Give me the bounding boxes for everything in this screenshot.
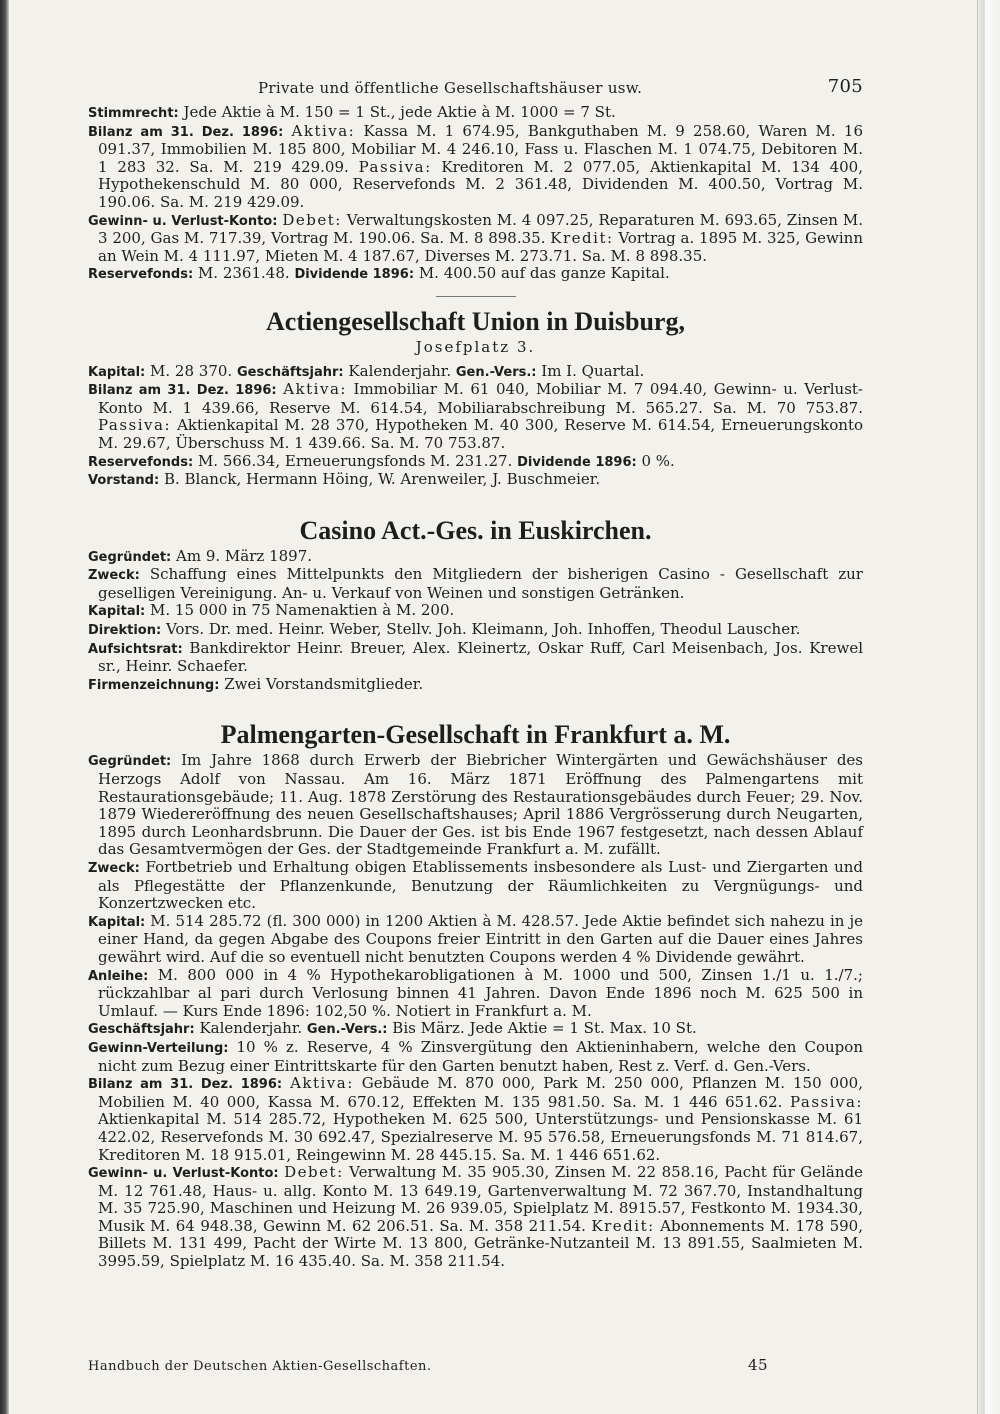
gewinn-verteilung-entry bbox=[88, 1039, 863, 1075]
direktion-entry bbox=[88, 621, 863, 640]
company-title: Casino Act.-Ges. in Euskirchen. bbox=[299, 515, 652, 545]
gen-vers-text: Bis März. Jede Aktie = 1 St. Max. 10 St. bbox=[392, 1019, 697, 1038]
gegruendet-text: Im Jahre 1868 durch Erwerb der Biebricher Wintergärten und Gewächshäuser des Herzogs Adolf von Nassau. Am 16. März 1871 Eröffnung des Palmengartens mit Restaurationsgebäude; 11. Aug. 1878 Zerstörung des Restaurationsgebäudes durch Feuer; 29. Nov. 1879 Wiedereröffnung des neuen Gesellschaftshauses; April 1886 Vergrösserung durch Neugarten, 1895 durch Leonhardsbrunn. Die Dauer der Ges. ist bis Ende 1967 festgesetzt, nach dessen Ablauf das Gesamtvermögen der Ges. der Stadtgemeinde Frankfurt a. M. zufällt. bbox=[98, 751, 863, 859]
document-page bbox=[88, 70, 864, 1374]
dividende-text: M. 400.50 auf das ganze Kapital. bbox=[418, 264, 670, 283]
gen-vers-text: Im I. Quartal. bbox=[541, 361, 645, 380]
vorstand-label: Vorstand: bbox=[88, 473, 160, 489]
guv-label: Gewinn- u. Verlust-Konto: bbox=[88, 1166, 279, 1182]
spacer bbox=[88, 694, 863, 712]
reserve-text: M. 566.34, Erneuerungsfonds M. 231.27. bbox=[197, 451, 513, 470]
direktion-text: Vors. Dr. med. Heinr. Weber, Stellv. Joh. Kleimann, Joh. Inhoffen, Theodul Lauscher. bbox=[165, 620, 801, 639]
geschaeftsjahr-entry bbox=[88, 1020, 863, 1039]
anleihe-entry bbox=[88, 967, 863, 1021]
kredit-label: Kredit: bbox=[550, 229, 614, 248]
top-section bbox=[88, 104, 863, 284]
passiva-text: Kreditoren M. 2 077.05, Aktienkapital M. 134 400, Hypothekenschuld M. 80 000, Reservefonds M. 2 361.48, Dividenden M. 400.50, Vortrag M. 190.06. Sa. M. 219 429.09. bbox=[98, 157, 863, 211]
aktiva-label: Aktiva: bbox=[291, 121, 356, 140]
debet-label: Debet: bbox=[282, 210, 342, 229]
reserve-label: Reservefonds: bbox=[88, 267, 194, 283]
bilanz-label: Bilanz am 31. Dez. 1896: bbox=[88, 124, 284, 140]
guv-entry bbox=[88, 212, 863, 266]
dividende-label: Dividende 1896: bbox=[294, 267, 415, 283]
guv-label: Gewinn- u. Verlust-Konto: bbox=[88, 213, 278, 229]
aufsichtsrat-text: Bankdirektor Heinr. Breuer, Alex. Kleinertz, Oskar Ruff, Carl Meisenbach, Jos. Krewel sr., Heinr. Schaefer. bbox=[98, 638, 863, 676]
vorstand-text: B. Blanck, Hermann Höing, W. Arenweiler, J. Buschmeier. bbox=[163, 470, 601, 489]
stimmrecht-entry bbox=[88, 104, 863, 123]
geschaeftsjahr-label: Geschäftsjahr: bbox=[236, 364, 344, 380]
vorstand-entry bbox=[88, 471, 863, 490]
page-number: 705 bbox=[827, 76, 863, 97]
direktion-label: Direktion: bbox=[88, 623, 162, 639]
stimmrecht-label: Stimmrecht: bbox=[88, 106, 179, 121]
zweck-label: Zweck: bbox=[88, 568, 140, 584]
reserve-dividende-entry bbox=[88, 453, 863, 472]
footer-title: Handbuch der Deutschen Aktien-Gesellschaften. bbox=[88, 1359, 432, 1374]
debet-label: Debet: bbox=[284, 1163, 344, 1182]
aktiva-label: Aktiva: bbox=[283, 380, 347, 399]
gegruendet-label: Gegründet: bbox=[88, 754, 172, 770]
aktiva-text: Immobiliar M. 61 040, Mobiliar M. 7 094.40, Gewinn- u. Verlust-Konto M. 1 439.66, Reserve M. 614.54, Mobiliarabschreibung M. 565.27. Sa. M. 70 753.87. bbox=[98, 380, 863, 417]
gegruendet-text: Am 9. März 1897. bbox=[176, 546, 313, 565]
kapital-text: M. 15 000 in 75 Namenaktien à M. 200. bbox=[150, 601, 455, 620]
reserve-text: M. 2361.48. bbox=[197, 264, 290, 283]
company-palmengarten bbox=[88, 720, 863, 1270]
debet-text: Verwaltung M. 35 905.30, Zinsen M. 22 858.16, Pacht für Gelände M. 12 761.48, Haus- u. allg. Konto M. 13 649.19, Gartenverwaltung M. 72 367.70, Instandhaltung M. 35 725.90, Maschinen und Heizung M. 26 939.05, Spielplatz M. 8915.57, Festkonto M. 1934.30, Musik M. 64 948.38, Gewinn M. 62 206.51. Sa. M. 358 211.54. bbox=[98, 1163, 863, 1235]
aktiva-text: Gebäude M. 870 000, Park M. 250 000, Pflanzen M. 150 000, Mobilien M. 40 000, Kassa M. 670.12, Effekten M. 135 981.50. Sa. M. 1 446 651.62. bbox=[98, 1074, 863, 1111]
company-title: Palmengarten-Gesellschaft in Frankfurt a. M. bbox=[220, 720, 731, 750]
reserve-label: Reservefonds: bbox=[88, 454, 194, 470]
kredit-text: Abonnements M. 178 590, Billets M. 131 499, Pacht der Wirte M. 13 800, Getränke-Nutzanteil M. 13 891.55, Saalmieten M. 3995.59, Spielplatz M. 16 435.40. Sa. M. 358 211.54. bbox=[98, 1216, 863, 1271]
dividende-text: 0 %. bbox=[641, 451, 675, 470]
debet-text: Verwaltungskosten M. 4 097.25, Reparaturen M. 693.65, Zinsen M. 3 200, Gas M. 717.39, Vortrag M. 190.06. Sa. M. 8 898.35. bbox=[98, 210, 863, 248]
zweck-entry bbox=[88, 859, 863, 913]
kapital-entry bbox=[88, 602, 863, 621]
passiva-text: Aktienkapital M. 28 370, Hypotheken M. 40 300, Reserve M. 614.54, Erneuerungskonto M. 29.67, Überschuss M. 1 439.66. Sa. M. 70 753.87. bbox=[98, 416, 863, 452]
bilanz-entry bbox=[88, 381, 863, 452]
aufsichtsrat-entry bbox=[88, 640, 863, 676]
company-address: Josefplatz 3. bbox=[415, 337, 536, 356]
company-union bbox=[88, 307, 863, 490]
passiva-label: Passiva: bbox=[789, 1092, 863, 1111]
company-casino bbox=[88, 516, 863, 695]
guv-entry bbox=[88, 1164, 863, 1271]
zweck-label: Zweck: bbox=[88, 861, 140, 876]
company-title: Actiengesellschaft Union in Duisburg, bbox=[266, 306, 685, 336]
scan-edge-right bbox=[977, 0, 1000, 1414]
firmenzeichnung-label: Firmenzeichnung: bbox=[88, 677, 220, 693]
anleihe-text: M. 800 000 in 4 % Hypothekarobligationen à M. 1000 und 500, Zinsen 1./1 u. 1./7.; rückzahlbar al pari durch Verlosung binnen 41 Jahren. Davon Ende 1896 noch M. 625 500 in Umlauf. — Kurs Ende 1896: 102,50 %. Notiert in Frankfurt a. M. bbox=[98, 965, 863, 1020]
running-head bbox=[88, 70, 863, 104]
bilanz-entry bbox=[88, 1075, 863, 1164]
aktiva-label: Aktiva: bbox=[290, 1074, 354, 1093]
bilanz-entry bbox=[88, 123, 863, 212]
gewinn-verteilung-text: 10 % z. Reserve, 4 % Zinsvergütung den Aktieninhabern, welche den Coupon nicht zum Bezug einer Eintrittskarte für den Garten benutzt haben, Rest z. Verf. d. Gen.-Vers. bbox=[98, 1037, 863, 1075]
kapital-text: M. 514 285.72 (fl. 300 000) in 1200 Aktien à M. 428.57. Jede Aktie befindet sich nahezu in je einer Hand, da gegen Abgabe des Coupons freier Eintritt in den Garten auf die Dauer eines Jahres gewährt wird. Auf die so eventuell nicht benutzten Coupons werden 4 % Dividende gewährt. bbox=[98, 911, 864, 966]
kapital-entry bbox=[88, 363, 863, 382]
gen-vers-label: Gen.-Vers.: bbox=[306, 1022, 388, 1038]
dividende-label: Dividende 1896: bbox=[517, 454, 637, 470]
geschaeftsjahr-text: Kalenderjahr. bbox=[348, 361, 452, 380]
firmenzeichnung-text: Zwei Vorstandsmitglieder. bbox=[224, 674, 424, 693]
anleihe-label: Anleihe: bbox=[88, 968, 149, 984]
aufsichtsrat-label: Aufsichtsrat: bbox=[88, 641, 183, 657]
running-head-title: Private und öffentliche Gesellschaftshäuser usw. bbox=[258, 79, 643, 97]
scan-shadow-left bbox=[0, 0, 9, 1414]
firmenzeichnung-entry bbox=[88, 676, 863, 695]
gen-vers-label: Gen.-Vers.: bbox=[455, 364, 537, 380]
geschaeftsjahr-label: Geschäftsjahr: bbox=[88, 1022, 195, 1038]
kapital-entry bbox=[88, 913, 863, 967]
signature-mark: 45 bbox=[748, 1356, 769, 1374]
kredit-text: Vortrag a. 1895 M. 325, Gewinn an Wein M. 4 111.97, Mieten M. 4 187.67, Diverses M. 273.71. Sa. M. 8 898.35. bbox=[98, 229, 863, 265]
kapital-label: Kapital: bbox=[88, 914, 146, 930]
kapital-label: Kapital: bbox=[88, 604, 146, 620]
zweck-text: Schaffung eines Mittelpunkts den Mitgliedern der bisherigen Casino - Gesellschaft zur geselligen Vereinigung. An- u. Verkauf von Weinen und sonstigen Getränken. bbox=[98, 565, 863, 602]
zweck-text: Fortbetrieb und Erhaltung obigen Etablissements insbesondere als Lust- und Ziergarten und als Pflegestätte der Pflanzenkunde, Benutzung der Räumlichkeiten zu Vergnügungs- und Konzertzwecken etc. bbox=[98, 858, 863, 913]
aktiva-text: Kassa M. 1 674.95, Bankguthaben M. 9 258.60, Waren M. 16 091.37, Immobilien M. 185 800, Mobiliar M. 4 246.10, Fass u. Flaschen M. 1 074.75, Debitoren M. 1 283 32. Sa. M. 219 429.09. bbox=[98, 121, 863, 176]
kredit-label: Kredit: bbox=[591, 1216, 655, 1235]
gegruendet-entry bbox=[88, 548, 863, 567]
passiva-label: Passiva: bbox=[358, 157, 432, 176]
gegruendet-label: Gegründet: bbox=[88, 549, 172, 565]
gegruendet-entry bbox=[88, 752, 863, 859]
geschaeftsjahr-text: Kalenderjahr. bbox=[199, 1019, 303, 1038]
section-divider bbox=[436, 296, 516, 297]
spacer bbox=[88, 490, 863, 508]
zweck-entry bbox=[88, 566, 863, 602]
bilanz-label: Bilanz am 31. Dez. 1896: bbox=[88, 383, 277, 399]
kapital-text: M. 28 370. bbox=[150, 361, 233, 380]
bilanz-label: Bilanz am 31. Dez. 1896: bbox=[88, 1077, 283, 1093]
gewinn-verteilung-label: Gewinn-Verteilung: bbox=[88, 1040, 229, 1056]
reserve-dividende-entry bbox=[88, 265, 863, 284]
kapital-label: Kapital: bbox=[88, 364, 146, 380]
passiva-text: Aktienkapital M. 514 285.72, Hypotheken M. 625 500, Unterstützungs- und Pensionskasse M. 61 422.02, Reservefonds M. 30 692.47, Spezialreserve M. 95 576.58, Erneuerungsfonds M. 71 814.67, Kreditoren M. 18 915.01, Reingewinn M. 28 445.15. Sa. M. 1 446 651.62. bbox=[98, 1110, 863, 1164]
stimmrecht-text: Jede Aktie à M. 150 = 1 St., jede Aktie à M. 1000 = 7 St. bbox=[183, 103, 616, 121]
passiva-label: Passiva: bbox=[98, 416, 172, 435]
page-footer bbox=[88, 1358, 863, 1376]
